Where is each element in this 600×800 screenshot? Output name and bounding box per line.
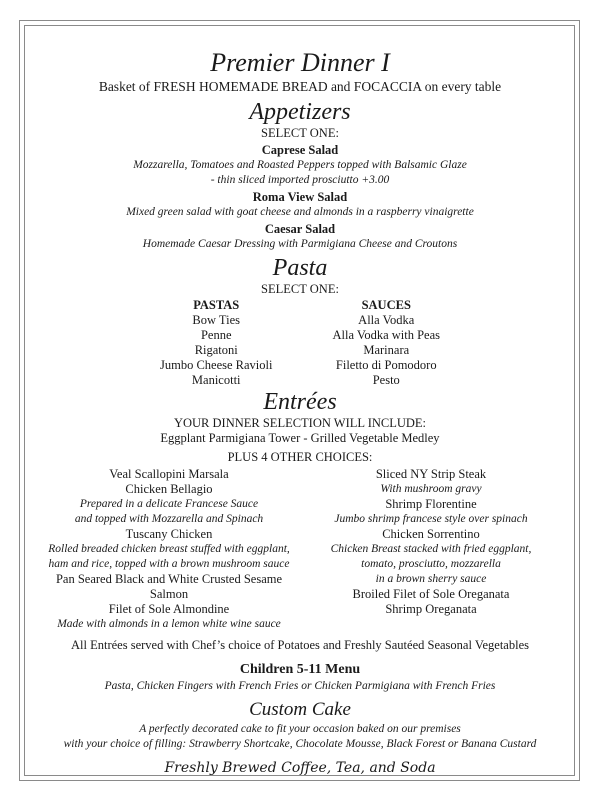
entree-desc: Jumbo shrimp francese style over spinach <box>334 513 528 525</box>
entree-name: Filet of Sole Almondine <box>108 602 230 616</box>
pastas-label: PASTAS <box>193 298 240 312</box>
cake-desc: with your choice of filling: Strawberry Shortcake, Chocolate Mousse, Black Forest or Banana Custard <box>63 738 537 750</box>
appetizer-desc: Mozzarella, Tomatoes and Roasted Peppers topped with Balsamic Glaze <box>133 159 467 171</box>
appetizer-desc: Mixed green salad with goat cheese and almonds in a raspberry vinaigrette <box>126 206 474 218</box>
appetizer-desc: - thin sliced imported prosciutto +3.00 <box>210 174 390 186</box>
pasta-heading: Pasta <box>272 255 328 281</box>
entree-desc: Made with almonds in a lemon white wine sauce <box>57 618 281 630</box>
cake-heading: Custom Cake <box>249 699 351 720</box>
pasta-select: SELECT ONE: <box>261 282 339 296</box>
sauces-column <box>332 298 440 388</box>
pasta-item: Bow Ties <box>192 313 241 327</box>
children-heading: Children 5-11 Menu <box>239 662 361 677</box>
appetizer-name: Caesar Salad <box>264 222 336 236</box>
entree-desc: and topped with Mozzarella and Spinach <box>74 513 264 525</box>
entrees-include-items: Eggplant Parmigiana Tower - Grilled Vegetable Medley <box>160 431 440 445</box>
pasta-item: Rigatoni <box>194 343 238 357</box>
bread-note: Basket of FRESH HOMEMADE BREAD and FOCACCIA on every table <box>98 79 502 94</box>
drinks-line: Freshly Brewed Coffee, Tea, and Soda <box>164 760 436 776</box>
entree-desc: Rolled breaded chicken breast stuffed with eggplant, <box>48 543 290 555</box>
entree-name: Shrimp Florentine <box>385 497 477 511</box>
pasta-item: Jumbo Cheese Ravioli <box>159 358 273 372</box>
entree-desc: ham and rice, topped with a brown mushroom sauce <box>48 558 290 570</box>
appetizer-name: Caprese Salad <box>261 143 339 157</box>
entrees-plus-label: PLUS 4 OTHER CHOICES: <box>227 450 373 464</box>
entree-name: Chicken Bellagio <box>125 482 213 496</box>
entree-columns <box>30 467 570 632</box>
entree-name: Sliced NY Strip Steak <box>375 467 487 481</box>
menu-title: Premier Dinner I <box>210 48 390 77</box>
entree-right-column <box>300 467 562 632</box>
pastas-column <box>160 298 273 388</box>
pasta-item: Penne <box>200 328 232 342</box>
pasta-item: Manicotti <box>191 373 241 387</box>
sauce-item: Alla Vodka with Peas <box>332 328 441 342</box>
sauce-item: Marinara <box>363 343 410 357</box>
sauce-item: Filetto di Pomodoro <box>335 358 437 372</box>
cake-desc: A perfectly decorated cake to fit your occasion baked on our premises <box>139 723 461 735</box>
entrees-served-note: All Entrées served with Chef’s choice of Potatoes and Freshly Sautéed Seasonal Vegetables <box>71 638 529 652</box>
appetizer-name: Roma View Salad <box>252 190 348 204</box>
entree-name: Shrimp Oreganata <box>385 602 477 616</box>
entree-desc: in a brown sherry sauce <box>375 573 487 585</box>
entree-left-column <box>38 467 300 632</box>
entree-name: Veal Scallopini Marsala <box>109 467 229 481</box>
entree-desc: Prepared in a delicate Francese Sauce <box>79 498 259 510</box>
entrees-heading: Entrées <box>263 389 337 415</box>
appetizers-heading: Appetizers <box>249 99 351 125</box>
entree-name: Broiled Filet of Sole Oreganata <box>352 587 510 601</box>
menu-content <box>30 44 570 778</box>
entrees-include-label: YOUR DINNER SELECTION WILL INCLUDE: <box>173 416 427 430</box>
appetizer-desc: Homemade Caesar Dressing with Parmigiana Cheese and Croutons <box>142 238 458 250</box>
sauces-label: SAUCES <box>361 298 411 312</box>
pasta-columns <box>30 298 570 388</box>
sauce-item: Pesto <box>372 373 400 387</box>
entree-desc: Chicken Breast stacked with fried eggplant, <box>330 543 532 555</box>
entree-name: Tuscany Chicken <box>125 527 213 541</box>
entree-name: Pan Seared Black and White Crusted Sesame Salmon <box>55 572 283 601</box>
entree-desc: tomato, prosciutto, mozzarella <box>361 558 501 570</box>
entree-name: Chicken Sorrentino <box>382 527 480 541</box>
entree-desc: With mushroom gravy <box>380 483 482 495</box>
sauce-item: Alla Vodka <box>358 313 415 327</box>
children-desc: Pasta, Chicken Fingers with French Fries or Chicken Parmigiana with French Fries <box>104 680 496 692</box>
appetizers-select: SELECT ONE: <box>261 126 339 140</box>
